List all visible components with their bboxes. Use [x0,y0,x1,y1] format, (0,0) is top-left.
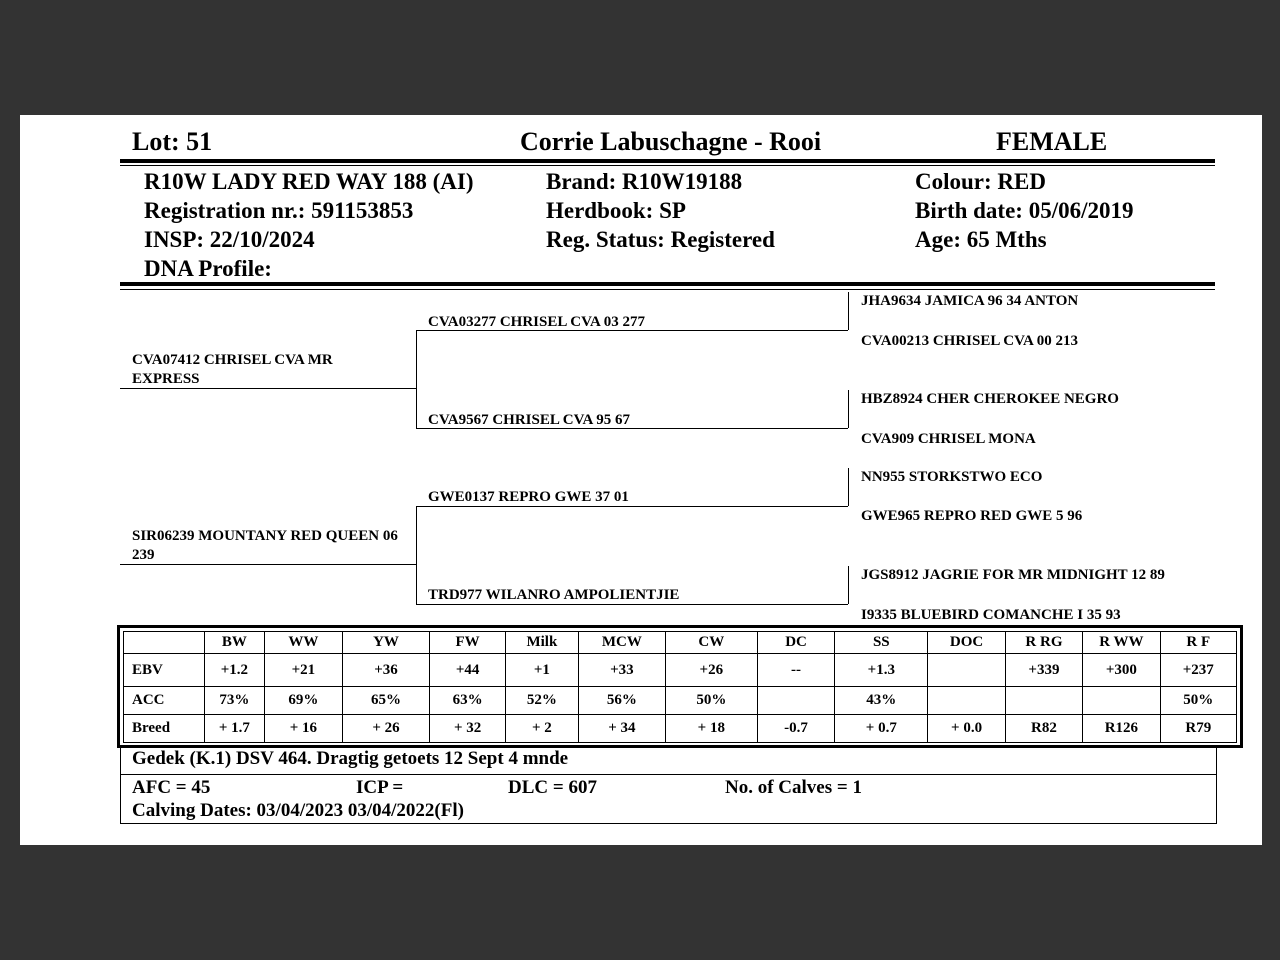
herdbook: Herdbook: SP [546,198,686,223]
notes-box [120,745,1217,824]
afc: AFC = 45 [132,777,211,798]
pedigree-sire-dam: CVA9567 CHRISEL CVA 95 67 [428,412,630,428]
pedigree-ggp: CVA909 CHRISEL MONA [861,431,1036,447]
header-cell: YW [342,632,430,654]
remark: Gedek (K.1) DSV 464. Dragtig getoets 12 Sept 4 mnde [132,748,569,769]
table-cell: +21 [265,654,342,687]
inspection-date: INSP: 22/10/2024 [144,227,315,252]
header-cell: BW [204,632,265,654]
table-cell: + 2 [505,715,578,743]
table-cell: -- [757,654,834,687]
registration-status: Reg. Status: Registered [546,227,775,252]
table-cell: +1 [505,654,578,687]
info-rule-thin [120,289,1215,290]
table-cell [1005,687,1082,715]
table-cell: +36 [342,654,430,687]
table-cell: 52% [505,687,578,715]
table-cell: R126 [1083,715,1160,743]
table-row [124,687,1237,715]
header-cell: MCW [578,632,665,654]
table-cell: +33 [578,654,665,687]
pedigree-ggp: GWE965 REPRO RED GWE 5 96 [861,508,1083,524]
registration-number: Registration nr.: 591153853 [144,198,414,223]
pedigree-sire: CVA07412 CHRISEL CVA MR EXPRESS [132,352,333,387]
table-cell [757,687,834,715]
dna-profile: DNA Profile: [144,256,272,281]
gg-bracket-3 [848,468,849,506]
pedigree-ggp: JHA9634 JAMICA 96 34 ANTON [861,293,1079,309]
header-cell: Milk [505,632,578,654]
calving-dates: Calving Dates: 03/04/2023 03/04/2022(Fl) [132,800,464,821]
table-cell: 43% [835,687,928,715]
table-cell: +1.3 [835,654,928,687]
number-of-calves: No. of Calves = 1 [725,777,862,798]
table-row [124,654,1237,687]
pedigree-ggp: JGS8912 JAGRIE FOR MR MIDNIGHT 12 89 [861,567,1165,583]
pedigree-dam-sire: GWE0137 REPRO GWE 37 01 [428,489,629,505]
ebv-header-row [124,632,1237,654]
age: Age: 65 Mths [915,227,1047,252]
table-cell: -0.7 [757,715,834,743]
table-cell: 50% [1160,687,1236,715]
pedigree-ggp: HBZ8924 CHER CHEROKEE NEGRO [861,391,1119,407]
gg-bracket-1 [848,292,849,330]
header-cell: FW [430,632,505,654]
table-cell [1083,687,1160,715]
dam-bracket [416,506,417,604]
table-cell: +26 [665,654,757,687]
table-cell: 69% [265,687,342,715]
info-rule [120,282,1215,286]
pedigree-sire-sire: CVA03277 CHRISEL CVA 03 277 [428,314,645,330]
header-cell: R RG [1005,632,1082,654]
table-cell: + 26 [342,715,430,743]
header-cell: R WW [1083,632,1160,654]
table-cell [928,687,1005,715]
pedigree-ggp: CVA00213 CHRISEL CVA 00 213 [861,333,1078,349]
seller-name: Corrie Labuschagne - Rooi [520,127,822,156]
colour: Colour: RED [915,169,1046,194]
header-cell: DOC [928,632,1005,654]
table-cell: + 0.0 [928,715,1005,743]
table-cell: + 16 [265,715,342,743]
table-cell: 73% [204,687,265,715]
table-row [124,715,1237,743]
row-label: EBV [124,654,205,687]
header-rule-thin [120,165,1215,166]
row-label: Breed [124,715,205,743]
table-cell: +339 [1005,654,1082,687]
gg-bracket-2 [848,390,849,428]
brand: Brand: R10W19188 [546,169,743,194]
pedigree-ggp: NN955 STORKSTWO ECO [861,469,1043,485]
pedigree-dam: SIR06239 MOUNTANY RED QUEEN 06 239 [132,528,398,563]
table-cell: 63% [430,687,505,715]
table-cell [928,654,1005,687]
table-cell: +300 [1083,654,1160,687]
table-cell: + 1.7 [204,715,265,743]
animal-name: R10W LADY RED WAY 188 (AI) [144,169,474,194]
dlc: DLC = 607 [508,777,597,798]
table-cell: R82 [1005,715,1082,743]
sex-label: FEMALE [996,127,1108,156]
table-cell: 50% [665,687,757,715]
table-cell: + 0.7 [835,715,928,743]
table-cell: R79 [1160,715,1236,743]
table-cell: 65% [342,687,430,715]
notes-divider [121,774,1216,775]
header-cell: DC [757,632,834,654]
table-cell: +237 [1160,654,1236,687]
pedigree-dam-dam: TRD977 WILANRO AMPOLIENTJIE [428,587,680,603]
birth-date: Birth date: 05/06/2019 [915,198,1134,223]
table-cell: + 32 [430,715,505,743]
table-cell: +1.2 [204,654,265,687]
gg-bracket-4 [848,566,849,604]
table-cell: 56% [578,687,665,715]
header-cell: CW [665,632,757,654]
lot-card [20,115,1262,845]
icp: ICP = [356,777,404,798]
ebv-table [117,625,1243,748]
header-cell: SS [835,632,928,654]
row-label: ACC [124,687,205,715]
header-rule [120,159,1215,163]
header-cell [124,632,205,654]
table-cell: + 34 [578,715,665,743]
pedigree-ggp: I9335 BLUEBIRD COMANCHE I 35 93 [861,607,1121,623]
table-cell: + 18 [665,715,757,743]
header-cell: R F [1160,632,1236,654]
sire-bracket [416,330,417,428]
header-cell: WW [265,632,342,654]
lot-number: Lot: 51 [132,127,213,156]
table-cell: +44 [430,654,505,687]
